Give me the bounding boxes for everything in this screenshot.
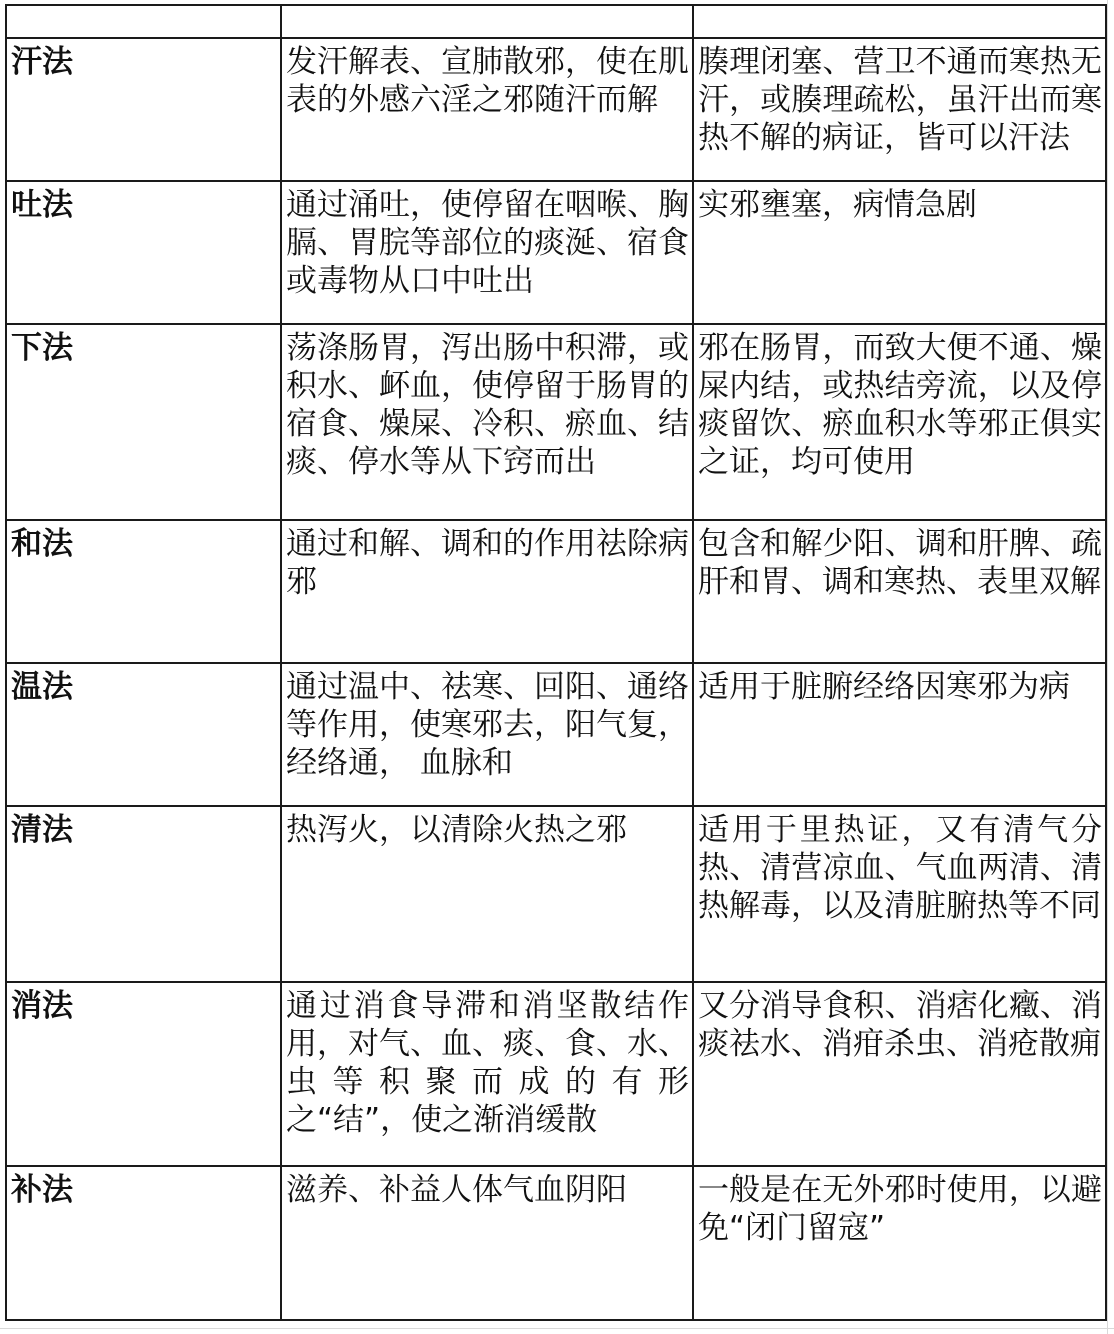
method-usage-cell[interactable]: 适用于脏腑经络因寒邪为病 [693,663,1106,806]
table-row [6,1166,1106,1320]
method-usage-cell[interactable]: 包含和解少阳、调和肝脾、疏肝和胃、调和寒热、表里双解 [693,520,1106,663]
method-name-cell[interactable]: 温法 [6,663,281,806]
method-name-cell[interactable]: 吐法 [6,181,281,324]
method-name-cell[interactable]: 下法 [6,324,281,520]
method-effect-cell[interactable]: 通过消食导滞和消坚散结作用，对气、血、痰、食、水、虫等积聚而成的有形之“结”，使之渐消缓散 [281,982,693,1166]
method-usage-cell[interactable]: 又分消导食积、消痞化癥、消痰祛水、消疳杀虫、消疮散痈 [693,982,1106,1166]
method-effect-cell[interactable]: 通过和解、调和的作用祛除病邪 [281,520,693,663]
method-effect-cell[interactable]: 通过涌吐，使停留在咽喉、胸膈、胃脘等部位的痰涎、宿食或毒物从口中吐出 [281,181,693,324]
method-effect-cell[interactable]: 滋养、补益人体气血阴阳 [281,1166,693,1320]
method-usage-cell[interactable]: 一般是在无外邪时使用，以避免“闭门留寇” [693,1166,1106,1320]
method-effect-cell[interactable]: 荡涤肠胃，泻出肠中积滞，或积水、衃血，使停留于肠胃的宿食、燥屎、冷积、瘀血、结痰、停水等从下窍而出 [281,324,693,520]
table-row [6,181,1106,324]
header-row [6,5,1106,38]
table-row [6,520,1106,663]
header-cell[interactable] [281,5,693,38]
method-name-cell[interactable]: 消法 [6,982,281,1166]
header-cell[interactable] [6,5,281,38]
method-name-cell[interactable]: 清法 [6,806,281,982]
method-usage-cell[interactable]: 邪在肠胃，而致大便不通、燥屎内结，或热结旁流，以及停痰留饮、瘀血积水等邪正俱实之证，均可使用 [693,324,1106,520]
grid-line [1107,0,1108,1334]
table-row [6,806,1106,982]
method-name-cell[interactable]: 补法 [6,1166,281,1320]
table-row [6,663,1106,806]
grid-line [0,1328,1114,1329]
method-usage-cell[interactable]: 适用于里热证，又有清气分热、清营凉血、气血两清、清热解毒，以及清脏腑热等不同 [693,806,1106,982]
table-row [6,38,1106,181]
method-effect-cell[interactable]: 热泻火，以清除火热之邪 [281,806,693,982]
method-effect-cell[interactable]: 发汗解表、宣肺散邪，使在肌表的外感六淫之邪随汗而解 [281,38,693,181]
method-name-cell[interactable]: 和法 [6,520,281,663]
treatment-methods-table [5,4,1107,1321]
table-row [6,982,1106,1166]
table-row [6,324,1106,520]
method-usage-cell[interactable]: 实邪壅塞，病情急剧 [693,181,1106,324]
header-cell[interactable] [693,5,1106,38]
method-usage-cell[interactable]: 腠理闭塞、营卫不通而寒热无汗，或腠理疏松，虽汗出而寒热不解的病证，皆可以汗法 [693,38,1106,181]
method-effect-cell[interactable]: 通过温中、祛寒、回阳、通络等作用，使寒邪去，阳气复，经络通， 血脉和 [281,663,693,806]
method-name-cell[interactable]: 汗法 [6,38,281,181]
